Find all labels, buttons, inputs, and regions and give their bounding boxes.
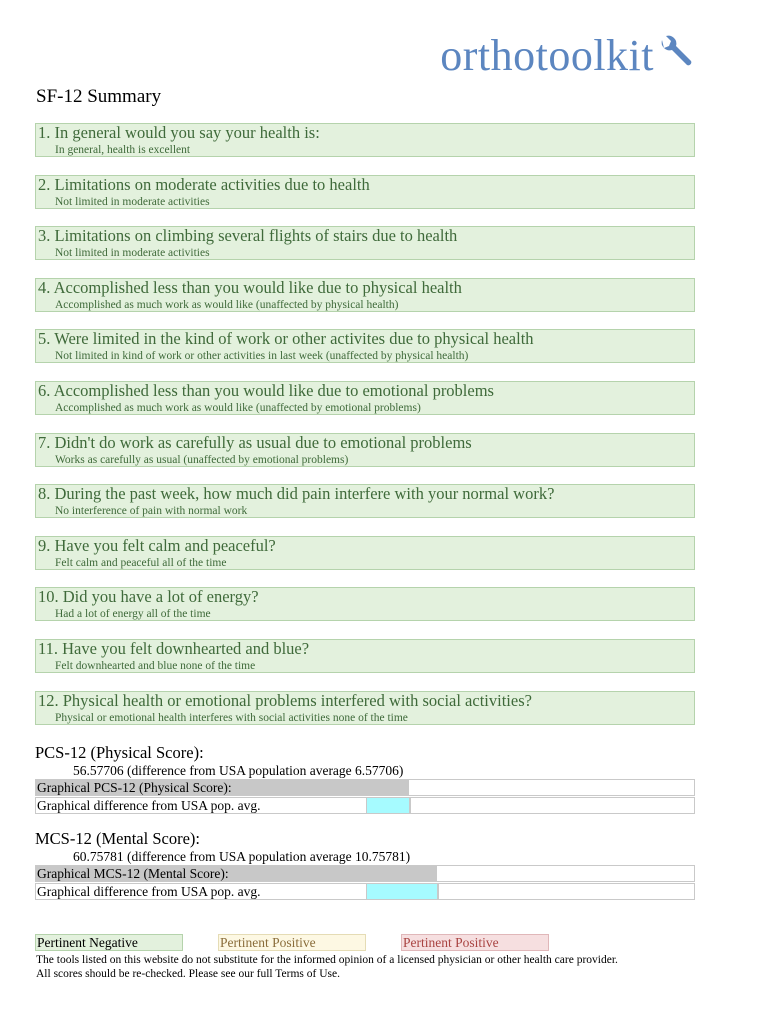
brand-name: orthotoolkit <box>440 31 654 80</box>
question-text: 1. In general would you say your health is: <box>38 123 320 142</box>
question-item <box>35 226 695 260</box>
answer-text: Physical or emotional health interferes with social activities none of the time <box>55 711 408 724</box>
wrench-icon <box>656 33 696 73</box>
pcs-diff-row <box>35 797 695 814</box>
question-text: 6. Accomplished less than you would like due to emotional problems <box>38 380 494 400</box>
answer-text: Works as carefully as usual (unaffected by emotional problems) <box>55 453 349 466</box>
answer-text: In general, health is excellent <box>55 144 191 156</box>
question-item <box>35 123 695 157</box>
pcs-value: 56.57706 (difference from USA population average 6.57706) <box>73 763 404 778</box>
answer-text: Not limited in moderate activities <box>55 195 210 208</box>
question-text: 10. Did you have a lot of energy? <box>38 587 259 607</box>
question-text: 12. Physical health or emotional problems interfered with social activities? <box>38 690 532 710</box>
brand-logo[interactable] <box>440 30 696 81</box>
answer-text: No interference of pain with normal work <box>55 505 248 518</box>
question-item <box>35 329 695 363</box>
mcs-section <box>35 829 695 900</box>
question-item <box>35 691 695 725</box>
pcs-section <box>35 743 695 814</box>
pcs-graph-label: Graphical PCS-12 (Physical Score): <box>37 780 232 795</box>
disclaimer <box>36 953 716 981</box>
answer-text: Felt downhearted and blue none of the time <box>55 659 256 672</box>
mcs-diff-row <box>35 883 695 900</box>
mcs-value: 60.75781 (difference from USA population average 10.75781) <box>73 849 411 864</box>
question-text: 2. Limitations on moderate activities due to health <box>38 174 370 194</box>
pcs-diff-bar <box>366 798 411 813</box>
question-item <box>35 536 695 570</box>
question-text: 9. Have you felt calm and peaceful? <box>38 535 276 555</box>
answer-text: Accomplished as much work as would like (unaffected by physical health) <box>55 298 399 311</box>
answer-text: Accomplished as much work as would like (unaffected by emotional problems) <box>55 401 421 414</box>
answer-text: Felt calm and peaceful all of the time <box>55 556 227 569</box>
pcs-diff-label: Graphical difference from USA pop. avg. <box>37 798 261 813</box>
pcs-score-divider <box>409 798 410 813</box>
question-item <box>35 639 695 673</box>
disclaimer-line: The tools listed on this website do not substitute for the informed opinion of a licensed physician or other health care provider. <box>36 954 618 966</box>
mcs-graph-row <box>35 865 695 882</box>
question-item <box>35 278 695 312</box>
legend-item-negative: Pertinent Negative <box>35 934 183 951</box>
answer-text: Had a lot of energy all of the time <box>55 608 211 621</box>
question-item <box>35 484 695 518</box>
mcs-diff-label: Graphical difference from USA pop. avg. <box>37 884 261 899</box>
question-text: 11. Have you felt downhearted and blue? <box>38 638 310 658</box>
question-text: 8. During the past week, how much did pain interfere with your normal work? <box>38 484 555 504</box>
answer-text: Not limited in moderate activities <box>55 247 210 260</box>
page-title: SF-12 Summary <box>36 86 162 107</box>
question-list <box>35 123 695 742</box>
legend-item-positive-yellow: Pertinent Positive <box>218 934 366 951</box>
question-text: 3. Limitations on climbing several flights of stairs due to health <box>38 226 458 246</box>
answer-text: Not limited in kind of work or other activities in last week (unaffected by physical health) <box>55 350 469 363</box>
mcs-diff-bar <box>366 884 439 899</box>
question-text: 7. Didn't do work as carefully as usual due to emotional problems <box>38 432 472 452</box>
disclaimer-line: All scores should be re-checked. Please see our full Terms of Use. <box>36 968 340 980</box>
mcs-graph-label: Graphical MCS-12 (Mental Score): <box>37 866 229 881</box>
mcs-title: MCS-12 (Mental Score): <box>35 829 200 848</box>
question-item <box>35 175 695 209</box>
legend-item-positive-red: Pertinent Positive <box>401 934 549 951</box>
question-item <box>35 381 695 415</box>
question-text: 4. Accomplished less than you would like due to physical health <box>38 277 462 297</box>
mcs-score-divider <box>437 884 438 899</box>
pcs-graph-row <box>35 779 695 796</box>
question-item <box>35 433 695 467</box>
pcs-title: PCS-12 (Physical Score): <box>35 743 204 762</box>
question-item <box>35 587 695 621</box>
question-text: 5. Were limited in the kind of work or other activites due to physical health <box>38 329 534 349</box>
legend <box>35 934 695 951</box>
